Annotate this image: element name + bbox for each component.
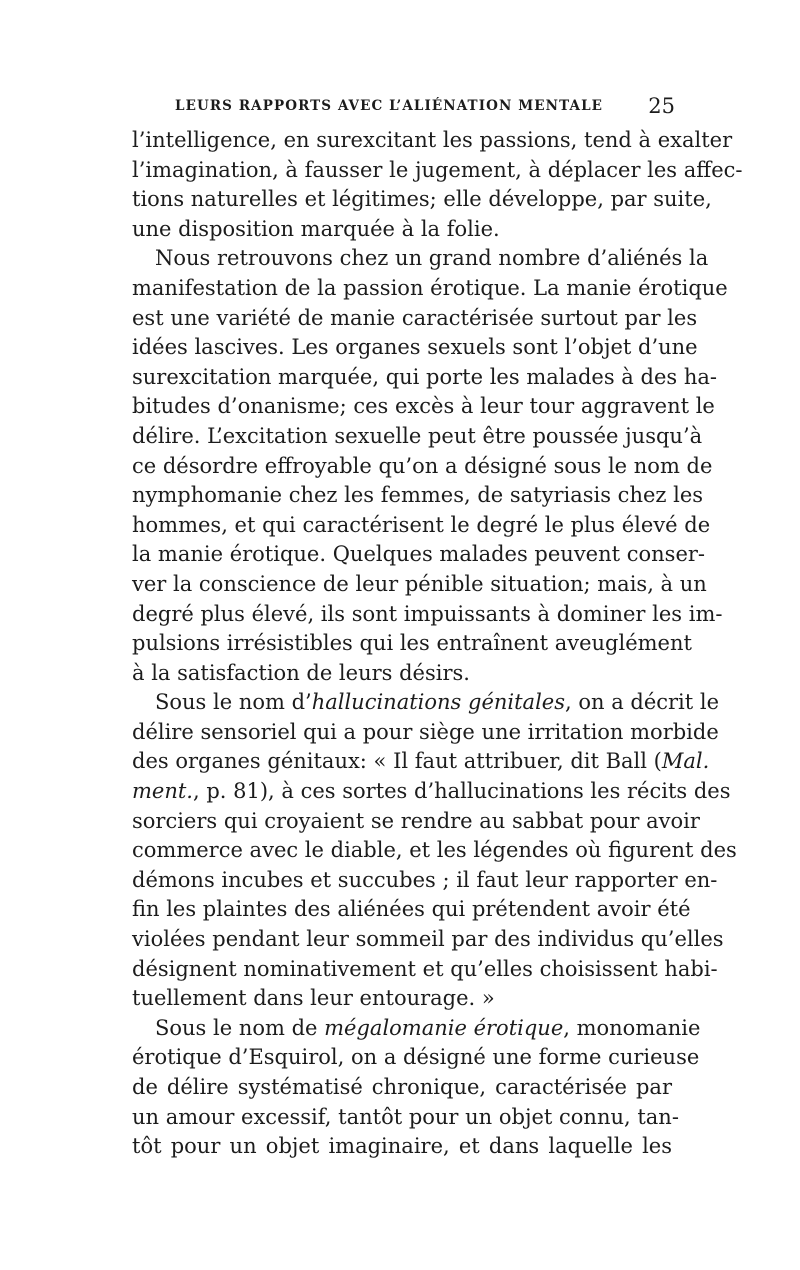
page-number: 25 bbox=[648, 94, 675, 118]
paragraph bbox=[132, 126, 743, 244]
text-line: la manie érotique. Quelques malades peuvent conser- bbox=[132, 542, 706, 567]
text-line: désignent nominativement et qu’elles choisissent habi- bbox=[132, 956, 718, 981]
running-header bbox=[132, 94, 675, 122]
text-line bbox=[132, 1014, 701, 1044]
text-run: , monomanie bbox=[563, 1015, 701, 1040]
text-run: Sous le nom de bbox=[155, 1015, 325, 1040]
text-line: nymphomanie chez les femmes, de satyriasis chez les bbox=[132, 483, 704, 508]
text-line: démons incubes et succubes ; il faut leur rapporter en- bbox=[132, 867, 718, 892]
running-title: LEURS RAPPORTS AVEC L’ALIÉNATION MENTALE bbox=[175, 98, 604, 114]
text-line: à la satisfaction de leurs désirs. bbox=[132, 660, 470, 685]
text-line: idées lascives. Les organes sexuels sont l’objet d’une bbox=[132, 335, 698, 360]
text-run: , p. 81), à ces sortes d’hallucinations les récits des bbox=[192, 779, 731, 804]
text-line: bitudes d’onanisme; ces excès à leur tour aggravent le bbox=[132, 394, 715, 419]
text-line: un amour excessif, tantôt pour un objet connu, tan- bbox=[132, 1104, 679, 1129]
text-line: de délire systématisé chronique, caractérisée par bbox=[132, 1075, 672, 1099]
text-line: hommes, et qui caractérisent le degré le plus élevé de bbox=[132, 512, 711, 537]
text-line: est une variété de manie caractérisée surtout par les bbox=[132, 305, 698, 330]
italic-term: mégalomanie érotique bbox=[324, 1015, 564, 1040]
text-line: tions naturelles et légitimes; elle développe, par suite, bbox=[132, 187, 712, 212]
text-line: une disposition marquée à la folie. bbox=[132, 216, 500, 241]
text-line: tuellement dans leur entourage. » bbox=[132, 986, 495, 1011]
text-line: délire. L’excitation sexuelle peut être poussée jusqu’à bbox=[132, 423, 703, 448]
text-line: érotique d’Esquirol, on a désigné une forme curieuse bbox=[132, 1045, 700, 1070]
italic-citation: ment. bbox=[132, 779, 193, 804]
text-line bbox=[132, 688, 720, 718]
paragraph bbox=[132, 688, 737, 1014]
text-line bbox=[132, 777, 731, 807]
text-run: Sous le nom d’ bbox=[155, 690, 312, 715]
text-line bbox=[132, 747, 710, 777]
text-run: , on a décrit le bbox=[565, 690, 720, 715]
text-line: degré plus élevé, ils sont impuissants à dominer les im- bbox=[132, 601, 723, 626]
paragraph bbox=[132, 1014, 701, 1162]
italic-citation: Mal. bbox=[661, 749, 710, 774]
text-line: manifestation de la passion érotique. La manie érotique bbox=[132, 275, 728, 300]
text-line: Nous retrouvons chez un grand nombre d’aliénés la bbox=[155, 246, 709, 271]
italic-term: hallucinations génitales bbox=[311, 690, 565, 715]
text-line: violées pendant leur sommeil par des individus qu’elles bbox=[132, 927, 724, 952]
text-line: sorciers qui croyaient se rendre au sabbat pour avoir bbox=[132, 808, 700, 833]
text-line: commerce avec le diable, et les légendes où figurent des bbox=[132, 838, 737, 863]
text-line: pulsions irrésistibles qui les entraînent aveuglément bbox=[132, 631, 692, 656]
text-line: fin les plaintes des aliénées qui prétendent avoir été bbox=[132, 897, 691, 922]
text-line: l’intelligence, en surexcitant les passions, tend à exalter bbox=[132, 128, 733, 152]
text-line: tôt pour un objet imaginaire, et dans laquelle les bbox=[132, 1134, 672, 1159]
text-line: surexcitation marquée, qui porte les malades à des ha- bbox=[132, 364, 717, 389]
text-line: l’imagination, à fausser le jugement, à déplacer les affec- bbox=[132, 157, 743, 182]
text-line: délire sensoriel qui a pour siège une irritation morbide bbox=[132, 719, 719, 744]
text-line: ver la conscience de leur pénible situation; mais, à un bbox=[132, 571, 707, 596]
text-run: des organes génitaux: « Il faut attribuer, dit Ball ( bbox=[132, 749, 662, 774]
text-line: ce désordre effroyable qu’on a désigné sous le nom de bbox=[132, 453, 713, 478]
paragraph bbox=[132, 244, 728, 688]
book-page bbox=[132, 94, 743, 1162]
body-text bbox=[132, 126, 743, 1162]
